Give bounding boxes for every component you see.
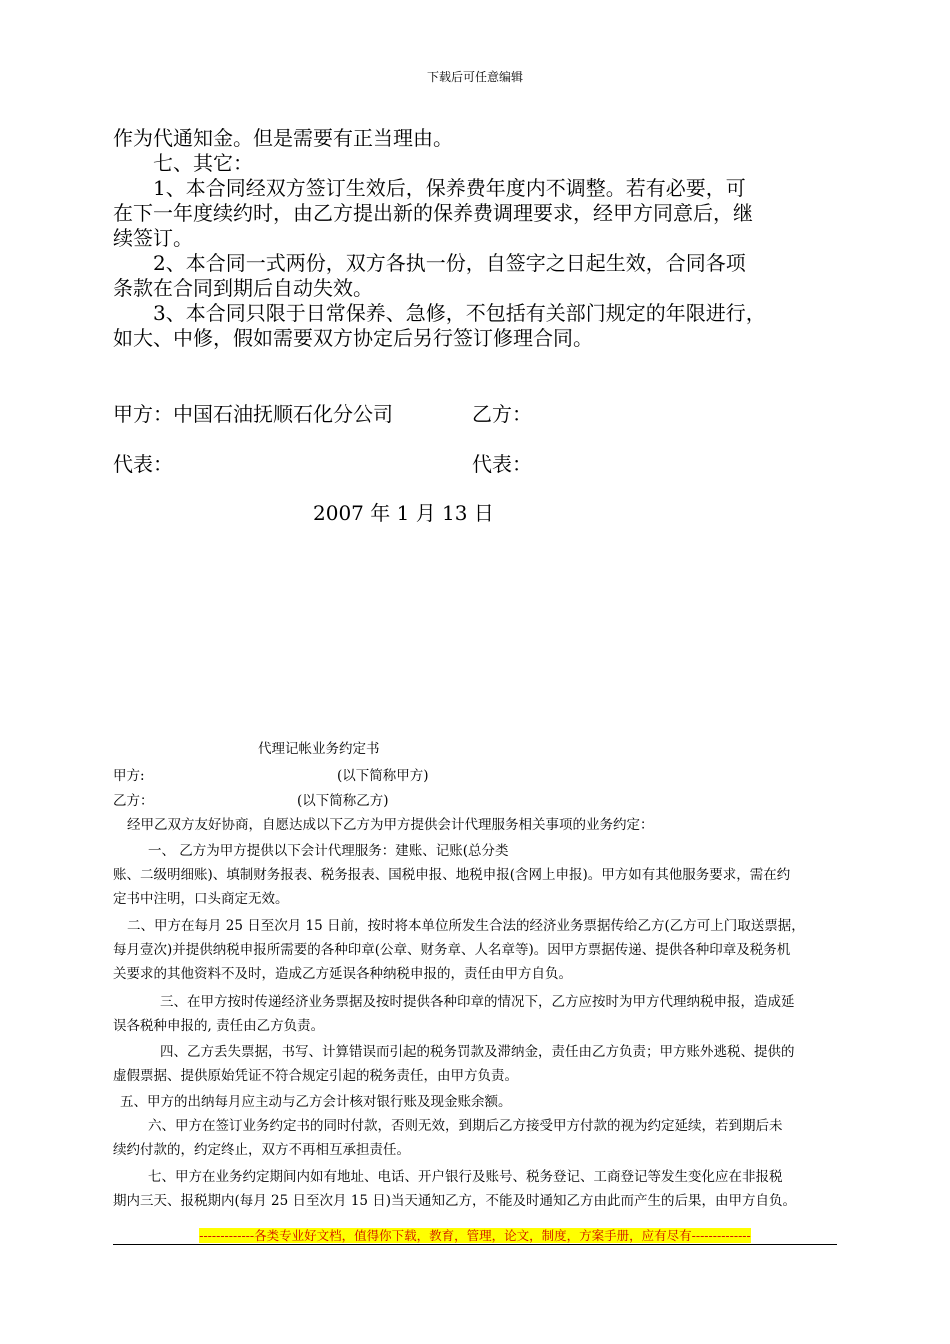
footer-divider	[113, 1244, 837, 1245]
paragraph-line: 如大、中修，假如需要双方协定后另行签订修理合同。	[113, 326, 593, 350]
clause-line: 四、乙方丢失票据，书写、计算错误而引起的税务罚款及滞纳金，责任由乙方负责；甲方账外逃税、提供的	[160, 1044, 795, 1060]
clause-line: 期内三天、报税期内(每月 25 日至次月 15 日)当天通知乙方，不能及时通知乙方由此而产生的后果，由甲方自负。	[113, 1193, 797, 1209]
clause-line: 定书中注明，口头商定无效。	[113, 891, 289, 907]
paragraph-line: 在下一年度续约时，由乙方提出新的保养费调理要求，经甲方同意后，继	[113, 201, 753, 225]
clause-line: 七、甲方在业务约定期间内如有地址、电话、开户银行及账号、税务登记、工商登记等发生变化应在非报税	[148, 1169, 783, 1185]
clause-line: 续约付款的，约定终止，双方不再相互承担责任。	[113, 1142, 410, 1158]
representative-a: 代表：	[113, 452, 173, 476]
clause-line: 五、甲方的出纳每月应主动与乙方会计核对银行账及现金账余额。	[120, 1094, 512, 1110]
party-b-note: (以下简称乙方)	[297, 793, 389, 809]
party-b-label: 乙方：	[113, 793, 154, 809]
clause-line: 每月壹次)并提供纳税申报所需要的各种印章(公章、财务章、人名章等)。因甲方票据传递、提供各种印章及税务机	[113, 942, 791, 958]
party-a-label: 甲方:	[113, 768, 145, 784]
paragraph-line: 2、本合同一式两份，双方各执一份，自签字之日起生效，合同各项	[153, 251, 746, 275]
paragraph-line: 1、本合同经双方签订生效后，保养费年度内不调整。若有必要，可	[153, 176, 746, 200]
intro-line: 经甲乙双方友好协商，自愿达成以下乙方为甲方提供会计代理服务相关事项的业务约定：	[127, 817, 654, 833]
paragraph-line: 条款在合同到期后自动失效。	[113, 276, 373, 300]
section-heading: 七、其它：	[153, 151, 253, 175]
party-b-signature: 乙方：	[472, 402, 532, 426]
signing-date: 2007 年 1 月 13 日	[313, 501, 494, 525]
agreement-title: 代理记帐业务约定书	[258, 741, 380, 757]
clause-line: 二、甲方在每月 25 日至次月 15 日前，按时将本单位所发生合法的经济业务票据传给乙方(乙方可上门取送票据，	[127, 918, 805, 934]
representative-b: 代表：	[472, 452, 532, 476]
clause-line: 一、 乙方为甲方提供以下会计代理服务：建账、记账(总分类	[148, 843, 509, 859]
clause-line: 关要求的其他资料不及时，造成乙方延误各种纳税申报的，责任由甲方自负。	[113, 966, 572, 982]
party-a-note: (以下简称甲方)	[337, 768, 429, 784]
paragraph-line: 3、本合同只限于日常保养、急修，不包括有关部门规定的年限进行，	[153, 301, 766, 325]
footer-banner	[0, 1226, 950, 1244]
paragraph-line: 续签订。	[113, 226, 193, 250]
clause-line: 虚假票据、提供原始凭证不符合规定引起的税务责任，由甲方负责。	[113, 1068, 518, 1084]
page-header: 下载后可任意编辑	[426, 70, 523, 84]
party-a-signature: 甲方：中国石油抚顺石化分公司	[113, 402, 393, 426]
clause-line: 账、二级明细账)、填制财务报表、税务报表、国税申报、地税申报(含网上申报)。甲方如有其他服务要求，需在约	[113, 867, 791, 883]
clause-line: 三、在甲方按时传递经济业务票据及按时提供各种印章的情况下，乙方应按时为甲方代理纳税申报，造成延	[160, 994, 795, 1010]
paragraph-line: 作为代通知金。但是需要有正当理由。	[113, 126, 453, 150]
clause-line: 六、甲方在签订业务约定书的同时付款，否则无效，到期后乙方接受甲方付款的视为约定延续，若到期后未	[148, 1118, 783, 1134]
footer-text: -------------各类专业好文档，值得你下载，教育，管理，论文，制度，方案手册，应有尽有--------------	[199, 1228, 751, 1243]
clause-line: 误各税种申报的, 责任由乙方负责。	[113, 1018, 325, 1034]
